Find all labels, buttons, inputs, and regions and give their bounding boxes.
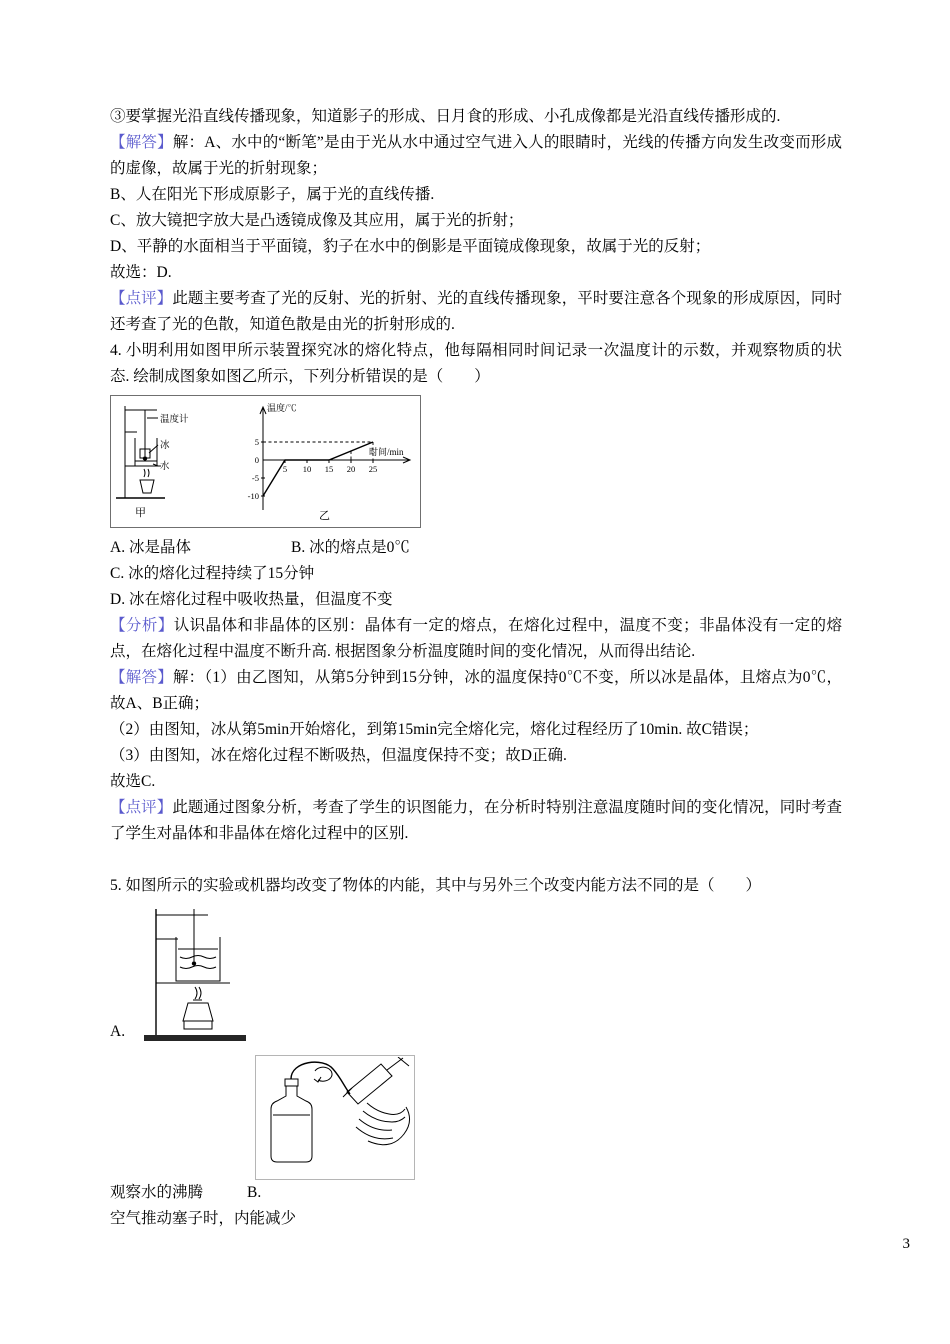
q4-answer-step3: （3）由图知，冰在熔化过程不断吸热，但温度保持不变；故D正确.: [110, 747, 567, 764]
fenxi-tag: 【分析】: [110, 617, 174, 634]
q5-option-b-label: B.: [247, 1184, 262, 1201]
q3-final-choice: 故选：D.: [110, 264, 172, 281]
q4-analysis-text: 认识晶体和非晶体的区别：晶体有一定的熔点，在熔化过程中，温度不变；非晶体没有一定的熔点，在熔化过程中温度不断升高. 根据图象分析温度随时间的变化情况，从而得出结论.: [110, 617, 842, 660]
q4-comment-text: 此题通过图象分析，考查了学生的识图能力，在分析时特别注意温度随时间的变化情况，同时考查了学生对晶体和非晶体在熔化过程中的区别.: [110, 799, 842, 842]
x-tick-15: 15: [324, 464, 334, 474]
q4-comment-paragraph: [110, 795, 842, 847]
page-number: 3: [902, 1236, 910, 1252]
thermometer-label: 温度计: [160, 415, 189, 425]
dianping-tag: 【点评】: [110, 290, 173, 307]
melting-curve: [263, 442, 373, 496]
q4-option-c: C. 冰的熔化过程持续了15分钟: [110, 565, 315, 582]
q5-figure-a-row: [110, 905, 842, 1047]
y-tick-0: 0: [254, 455, 259, 465]
q3-analysis-c: C、放大镜把字放大是凸透镜成像及其应用，属于光的折射；: [110, 212, 524, 229]
q3-analysis-d: D、平静的水面相当于平面镜，豹子在水中的倒影是平面镜成像现象，故属于光的反射；: [110, 238, 711, 255]
q4-option-b: B. 冰的熔点是0℃: [291, 539, 410, 556]
document-content: [110, 104, 842, 1232]
air-pushes-piston-figure: [257, 1057, 413, 1169]
water-label: 水: [160, 462, 170, 472]
y-axis-label: 温度/℃: [267, 403, 297, 413]
melting-curve-graph: [260, 407, 410, 510]
q5-stem: 5. 如图所示的实验或机器均改变了物体的内能，其中与另外三个改变内能方法不同的是（ ）: [110, 877, 762, 894]
y-tick-neg5: -5: [251, 473, 259, 483]
x-tick-20: 20: [346, 464, 356, 474]
x-tick-25: 25: [368, 464, 378, 474]
q4-answer-text: 解：（1）由乙图知，从第5分钟到15分钟，冰的温度保持0℃不变，所以冰是晶体，且熔点为0℃，故A、B正确；: [110, 669, 842, 712]
jieda-tag: 【解答】: [110, 134, 173, 151]
q4-analysis-paragraph: [110, 613, 842, 665]
y-tick-5: 5: [254, 437, 259, 447]
x-tick-5: 5: [282, 464, 288, 474]
boiling-water-apparatus-figure: [140, 905, 255, 1047]
ice-label: 冰: [160, 441, 170, 451]
y-tick-neg10: -10: [247, 491, 259, 501]
q4-final-choice: 故选C.: [110, 773, 156, 790]
iron-stand-apparatus: [116, 406, 165, 498]
q4-option-a: A. 冰是晶体: [110, 539, 191, 556]
q3-answer-paragraph: [110, 130, 842, 182]
left-figure-caption: 甲: [135, 507, 146, 519]
x-axis-label: 时间/min: [369, 447, 404, 457]
q4-figure: [110, 395, 421, 528]
q4-options-ab: [110, 535, 842, 561]
q5-option-a-label: A.: [110, 1023, 126, 1040]
q3-comment-text: 此题主要考查了光的反射、光的折射、光的直线传播现象，平时要注意各个现象的形成原因，同时还考查了光的色散，知道色散是由光的折射形成的.: [110, 290, 842, 333]
boiling-water-apparatus: [144, 909, 246, 1041]
q5-caption-b: 空气推动塞子时，内能减少: [110, 1210, 297, 1227]
q5-caption-a: 观察水的沸腾: [110, 1184, 204, 1201]
q3-comment-paragraph: [110, 286, 842, 338]
q4-stem: 4. 小明利用如图甲所示装置探究冰的熔化特点，他每隔相同时间记录一次温度计的示数，并观察物质的状态. 绘制成图象如图乙所示，下列分析错误的是（ ）: [110, 342, 842, 385]
x-tick-10: 10: [302, 464, 312, 474]
q5-caption-row: [110, 1180, 842, 1206]
q4-answer-step2: （2）由图知，冰从第5min开始熔化，到第15min完全熔化完，熔化过程经历了10min. 故C错误；: [110, 721, 759, 738]
ice-melting-experiment-diagram: [113, 398, 418, 525]
jieda-tag-2: 【解答】: [110, 669, 173, 686]
q4-option-d: D. 冰在熔化过程中吸收热量，但温度不变: [110, 591, 393, 608]
bottle-and-syringe-drawing: [271, 1057, 410, 1162]
dianping-tag-2: 【点评】: [110, 799, 173, 816]
q3-answer-text: 解：A、水中的“断笔”是由于光从水中通过空气进入人的眼睛时，光线的传播方向发生改变而形成的虚像，故属于光的折射现象；: [110, 134, 842, 177]
q3-analysis-b: B、人在阳光下形成原影子，属于光的直线传播.: [110, 186, 435, 203]
q5-figure-b-box: [255, 1055, 415, 1180]
right-figure-caption: 乙: [319, 510, 330, 522]
note-line-3: ③要掌握光沿直线传播现象，知道影子的形成、日月食的形成、小孔成像都是光沿直线传播形成的.: [110, 108, 781, 125]
q4-answer-paragraph: [110, 665, 842, 717]
